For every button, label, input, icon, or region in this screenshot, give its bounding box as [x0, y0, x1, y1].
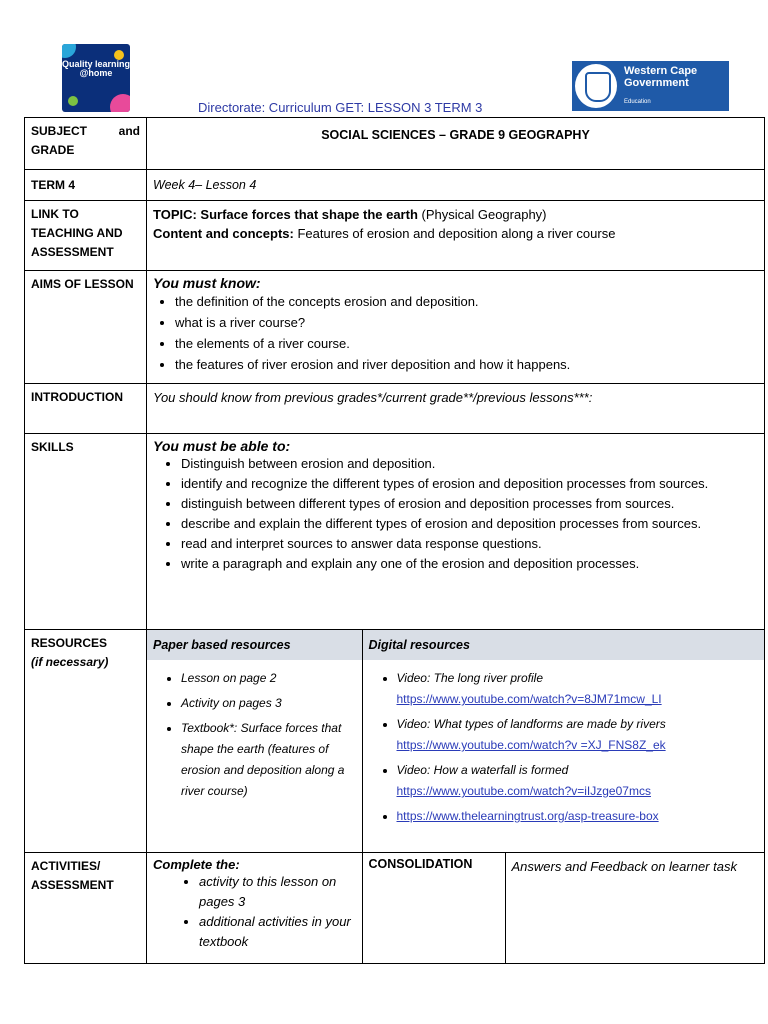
aims-item: • the definition of the concepts erosion and deposition.: [175, 291, 758, 312]
topic-line: [153, 205, 758, 224]
digital-header: Digital resources: [362, 630, 764, 660]
skills-value: [147, 434, 765, 630]
crest-icon: [575, 64, 617, 108]
resources-value: [147, 630, 765, 853]
row-term: [25, 170, 765, 201]
paper-item: • Lesson on page 2: [181, 668, 356, 689]
digital-item: [397, 714, 759, 756]
digital-item: [397, 806, 759, 827]
skills-list: [153, 454, 758, 574]
digital-column: [362, 660, 764, 852]
digital-list: [369, 668, 759, 827]
paper-list: [153, 668, 356, 802]
row-link: [25, 201, 765, 271]
skills-label: SKILLS: [25, 434, 147, 630]
aims-item: • the elements of a river course.: [175, 333, 758, 354]
activities-value: [147, 853, 765, 964]
digital-item-text: • Video: The long river profile: [396, 671, 544, 685]
digital-item: [397, 760, 759, 802]
digital-link[interactable]: https://www.youtube.com/watch?v=iIJzge07mcs: [396, 784, 651, 798]
paper-item: • Activity on pages 3: [181, 693, 356, 714]
skills-item: • read and interpret sources to answer data response questions.: [181, 534, 758, 554]
intro-label: INTRODUCTION: [25, 384, 147, 434]
consolidation-label: CONSOLIDATION: [362, 853, 505, 963]
topic-rest: (Physical Geography): [417, 207, 547, 222]
skills-item: • Distinguish between erosion and deposition.: [181, 454, 758, 474]
activities-heading: Complete the:: [153, 857, 240, 872]
subject-label: [25, 118, 147, 170]
digital-link[interactable]: https://www.thelearningtrust.org/asp-treasure-box: [396, 809, 659, 823]
logo-right-sub: Education: [624, 99, 651, 105]
row-skills: [25, 434, 765, 630]
subject-label-text: SUBJECT and GRADE: [31, 124, 140, 157]
skills-item: • identify and recognize the different types of erosion and deposition processes from sources.: [181, 474, 758, 494]
skills-item: • distinguish between different types of erosion and deposition processes from sources.: [181, 494, 758, 514]
row-aims: [25, 271, 765, 384]
aims-item: • the features of river erosion and river deposition and how it happens.: [175, 354, 758, 375]
resources-label-text: RESOURCES: [31, 636, 108, 650]
digital-link[interactable]: https://www.youtube.com/watch?v =XJ_FNS8Z_ek: [396, 738, 666, 752]
skills-item: • describe and explain the different types of erosion and deposition processes from sources.: [181, 514, 758, 534]
row-activities: [25, 853, 765, 964]
digital-item-text: • Video: What types of landforms are made by rivers: [396, 717, 666, 731]
skills-heading: You must be able to:: [153, 438, 291, 454]
aims-label: AIMS OF LESSON: [25, 271, 147, 384]
consolidation-value: Answers and Feedback on learner task: [511, 859, 737, 874]
activities-column: [147, 853, 362, 963]
row-intro: [25, 384, 765, 434]
digital-item-text: • Video: How a waterfall is formed: [396, 763, 569, 777]
activities-list: [153, 872, 356, 952]
resources-sublabel: (if necessary): [31, 655, 109, 669]
term-label: TERM 4: [25, 170, 147, 201]
paper-item: • Textbook*: Surface forces that shape the earth (features of erosion and deposition along a river course): [181, 718, 356, 802]
aims-list: [153, 291, 758, 375]
activities-item: • activity to this lesson on pages 3: [199, 872, 356, 912]
directorate-line: Directorate: Curriculum GET: LESSON 3 TERM 3: [198, 100, 483, 115]
content-rest: Features of erosion and deposition along a river course: [293, 226, 616, 241]
resources-label: [25, 630, 147, 853]
activities-item: • additional activities in your textbook: [199, 912, 356, 952]
digital-link[interactable]: https://www.youtube.com/watch?v=8JM71mcw_LI: [396, 692, 662, 706]
quality-learning-logo: [62, 44, 130, 112]
logo-right-title: Western Cape Government: [624, 65, 698, 89]
link-label: LINK TO TEACHING AND ASSESSMENT: [25, 201, 147, 271]
lesson-table: [24, 117, 765, 964]
activities-grid: [147, 853, 764, 963]
digital-item: [397, 668, 759, 710]
row-resources: [25, 630, 765, 853]
aims-item: • what is a river course?: [175, 312, 758, 333]
activities-label: ACTIVITIES/ ASSESSMENT: [25, 853, 147, 964]
logo-left-text: Quality learning @home: [62, 59, 130, 78]
aims-heading: You must know:: [153, 275, 261, 291]
western-cape-logo: [572, 61, 729, 111]
subject-value: SOCIAL SCIENCES – GRADE 9 GEOGRAPHY: [147, 118, 765, 170]
intro-value: You should know from previous grades*/current grade**/previous lessons***:: [147, 384, 765, 434]
skills-item: • write a paragraph and explain any one of the erosion and deposition processes.: [181, 554, 758, 574]
resources-grid: [147, 630, 764, 852]
term-value: Week 4– Lesson 4: [147, 170, 765, 201]
paper-header: Paper based resources: [147, 630, 362, 660]
paper-column: [147, 660, 362, 852]
content-line: [153, 224, 758, 243]
link-value: [147, 201, 765, 271]
topic-label: TOPIC: Surface forces that shape the earth: [153, 207, 418, 222]
aims-value: [147, 271, 765, 384]
row-subject: [25, 118, 765, 170]
content-label: Content and concepts:: [153, 226, 294, 241]
